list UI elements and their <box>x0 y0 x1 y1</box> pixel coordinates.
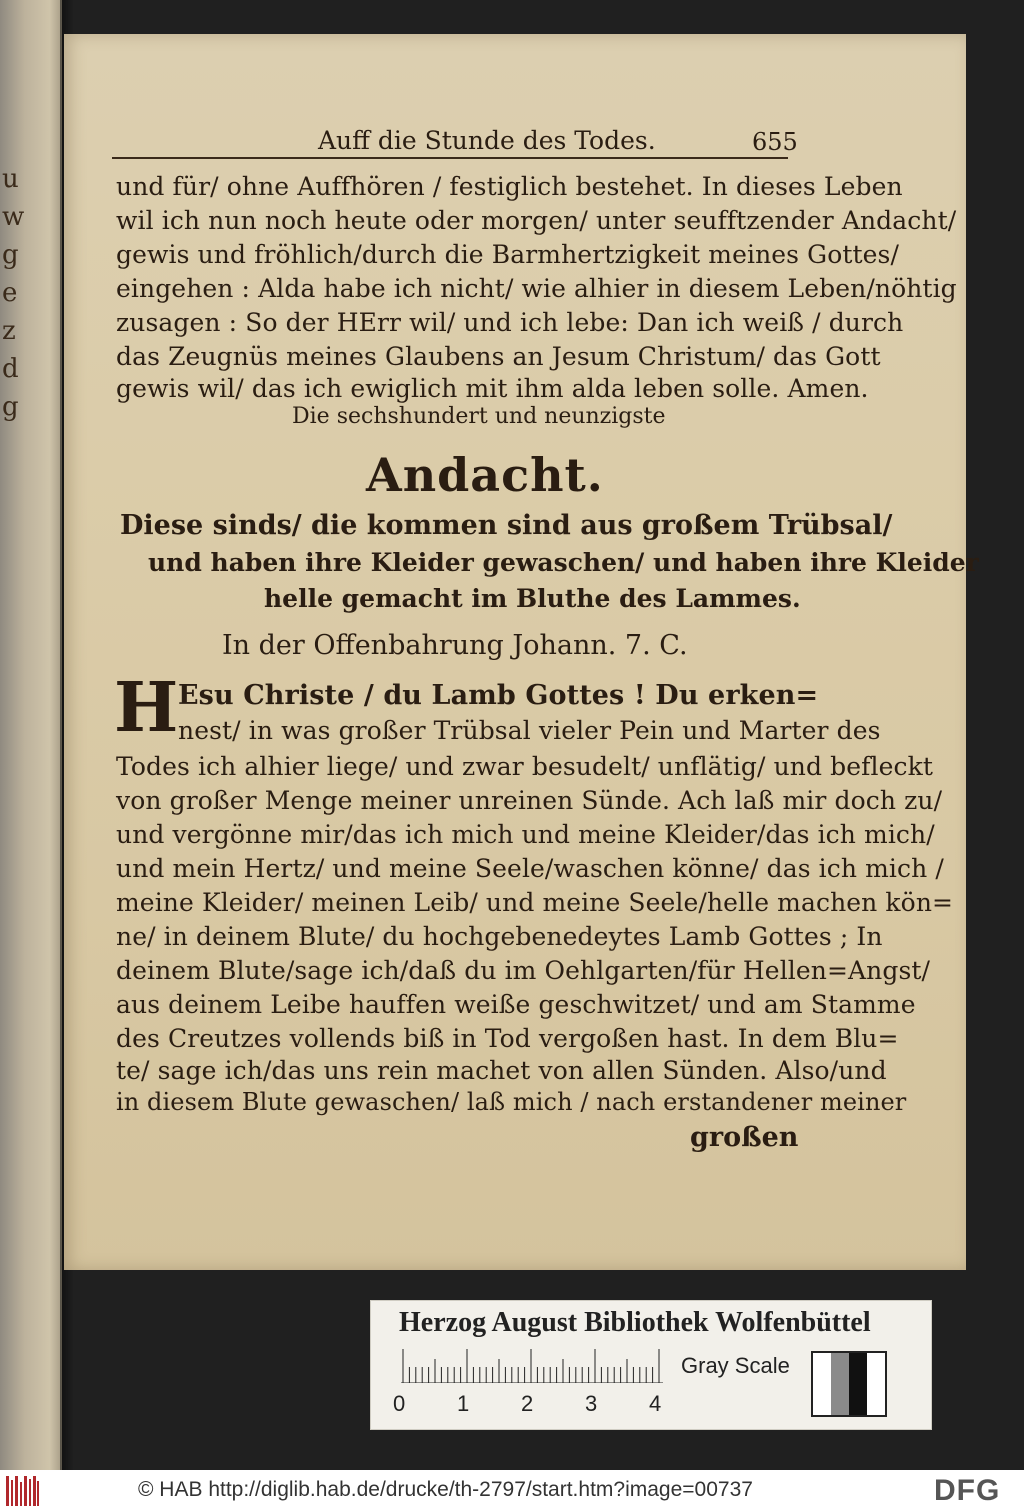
prayer-line: meine Kleider/ meinen Leib/ und meine Seele/helle machen kön= <box>116 888 954 917</box>
page-number: 655 <box>752 128 798 156</box>
adjacent-page-fragments: u w g e z d g <box>2 164 25 422</box>
ruler-number: 3 <box>585 1391 598 1416</box>
header-rule <box>112 157 788 159</box>
body-line: das Zeugnüs meines Glaubens an Jesum Christum/ das Gott <box>116 342 881 371</box>
grayscale-label: Gray Scale <box>681 1353 790 1378</box>
measurement-ruler <box>401 1349 663 1383</box>
barcode-icon <box>6 1476 40 1506</box>
grayscale-swatches <box>811 1351 887 1417</box>
prayer-line: aus deinem Leibe hauffen weiße geschwitzet/ und am Stamme <box>116 990 916 1019</box>
catchword: großen <box>690 1122 799 1153</box>
gray-swatch <box>831 1353 849 1415</box>
prayer-line: von großer Menge meiner unreinen Sünde. Ach laß mir doch zu/ <box>116 786 943 815</box>
running-header: Auff die Stunde des Todes. <box>318 126 656 155</box>
body-line: gewis wil/ das ich ewiglich mit ihm alda leben solle. Amen. <box>116 374 869 403</box>
body-line: und für/ ohne Auffhören / festiglich bestehet. In dieses Leben <box>116 172 903 201</box>
gray-swatch <box>867 1353 885 1415</box>
prayer-line: Esu Christe / du Lamb Gottes ! Du erken= <box>178 680 819 711</box>
footer-bar <box>0 1470 1024 1512</box>
prayer-line: und mein Hertz/ und meine Seele/waschen könne/ das ich mich / <box>116 854 944 883</box>
prayer-line: deinem Blute/sage ich/daß du im Oehlgarten/für Hellen=Angst/ <box>116 956 931 985</box>
library-name: Herzog August Bibliothek Wolfenbüttel <box>399 1307 871 1338</box>
prayer-line: in diesem Blute gewaschen/ laß mich / nach erstandener meiner <box>116 1088 907 1116</box>
verse-line: Diese sinds/ die kommen sind aus großem Trübsal/ <box>120 510 893 541</box>
gray-swatch <box>849 1353 867 1415</box>
library-color-target <box>370 1300 932 1430</box>
prayer-line: des Creutzes vollends biß in Tod vergoßen hast. In dem Blu= <box>116 1024 899 1053</box>
prayer-line: ne/ in deinem Blute/ du hochgebenedeytes Lamb Gottes ; In <box>116 922 883 951</box>
decorated-initial: H <box>114 668 179 748</box>
scripture-source: In der Offenbahrung Johann. 7. C. <box>222 630 688 661</box>
copyright-url: © HAB http://diglib.hab.de/drucke/th-2797/start.htm?image=00737 <box>138 1478 753 1501</box>
body-line: wil ich nun noch heute oder morgen/ unter seufftzender Andacht/ <box>116 206 957 235</box>
dfg-logo: DFG <box>934 1474 1001 1507</box>
ruler-number: 2 <box>521 1391 534 1416</box>
ruler-number: 0 <box>393 1391 406 1416</box>
verse-line: und haben ihre Kleider gewaschen/ und haben ihre Kleider <box>148 548 979 577</box>
ruler-number: 4 <box>649 1391 662 1416</box>
gray-swatch <box>813 1353 831 1415</box>
prayer-line: nest/ in was großer Trübsal vieler Pein und Marter des <box>178 716 881 745</box>
devotion-title: Andacht. <box>366 448 604 502</box>
body-line: zusagen : So der HErr wil/ und ich lebe: Dan ich weiß / durch <box>116 308 904 337</box>
body-line: gewis und fröhlich/durch die Barmhertzigkeit meines Gottes/ <box>116 240 899 269</box>
body-line: eingehen : Alda habe ich nicht/ wie alhier in diesem Leben/nöhtig <box>116 274 957 303</box>
adjacent-page-edge <box>0 0 62 1470</box>
prayer-line: und vergönne mir/das ich mich und meine Kleider/das ich mich/ <box>116 820 935 849</box>
ruler-number: 1 <box>457 1391 470 1416</box>
prayer-line: te/ sage ich/das uns rein machet von allen Sünden. Also/und <box>116 1056 887 1085</box>
prayer-line: Todes ich alhier liege/ und zwar besudelt/ unflätig/ und befleckt <box>116 752 933 781</box>
devotion-subheading: Die sechshundert und neunzigste <box>292 404 666 429</box>
verse-line: helle gemacht im Bluthe des Lammes. <box>264 584 801 613</box>
